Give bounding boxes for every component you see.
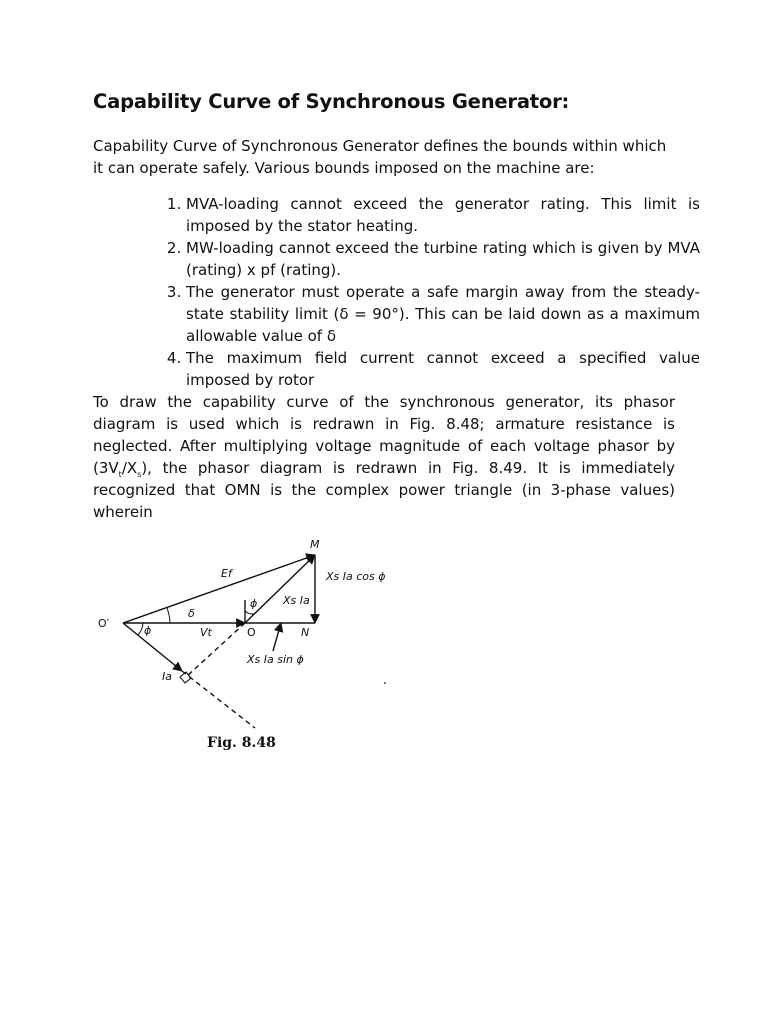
ia-phasor (123, 623, 182, 671)
list-item: 4. The maximum field current cannot exceed a specified value imposed by rotor (186, 347, 700, 391)
phi-arc-right (245, 611, 254, 614)
list-item: 3. The generator must operate a safe margin away from the steady-state stability limit (δ = 90°). This can be laid down as a maximum allowable value of δ (186, 281, 700, 347)
perpendicular-dashed (187, 623, 245, 676)
list-item: 2. MW-loading cannot exceed the turbine rating which is given by MVA (rating) x pf (rating). (186, 237, 700, 281)
xsia-phasor (245, 555, 315, 623)
label-n: N (301, 626, 310, 639)
list-item: 1. MVA-loading cannot exceed the generator rating. This limit is imposed by the stator heating. (186, 193, 700, 237)
body-text-mid: /X (121, 459, 138, 477)
body-text-part2: ), the phasor diagram is redrawn in Fig. 8.49. It is immediately recognized that OMN is the complex power triangle (in 3-phase values) wherein (93, 459, 675, 521)
figure-caption: Fig. 8.48 (207, 735, 276, 751)
label-delta: δ (188, 607, 195, 620)
subscript-s: s (137, 470, 142, 479)
label-o-prime: O′ (98, 617, 110, 630)
label-xsia-sin: Xs Ia sin ϕ (247, 653, 304, 666)
intro-paragraph: Capability Curve of Synchronous Generator defines the bounds within which it can operate safely. Various bounds imposed on the machine are: (93, 137, 667, 177)
delta-arc (167, 608, 170, 623)
phi-arc (138, 623, 143, 635)
label-o: O (247, 626, 256, 639)
body-text-part1: To draw the capability curve of the synchronous generator, its phasor diagram is used which is redrawn in Fig. 8.48; armature resistance is neglected. After multiplying voltage magnitude of each voltage phasor by (3V (93, 393, 675, 477)
ia-extension-dashed (182, 671, 255, 728)
subscript-t: t (118, 470, 122, 479)
stray-dot (384, 682, 386, 684)
label-xsia-cos: Xs Ia cos ϕ (326, 570, 386, 583)
label-vt: Vt (200, 626, 212, 639)
label-phi-left: ϕ (144, 624, 152, 637)
ef-phasor (123, 555, 315, 623)
page-title: Capability Curve of Synchronous Generator: (93, 90, 570, 113)
label-phi-right: ϕ (250, 597, 258, 610)
phasor-diagram (90, 533, 410, 733)
label-ia: Ia (162, 670, 172, 683)
label-xsia: Xs Ia (283, 594, 310, 607)
bounds-list (161, 193, 700, 391)
sin-pointer-arrow (273, 623, 281, 651)
label-m: M (310, 538, 320, 551)
label-ef: Ef (221, 567, 232, 580)
body-paragraph (93, 391, 675, 523)
